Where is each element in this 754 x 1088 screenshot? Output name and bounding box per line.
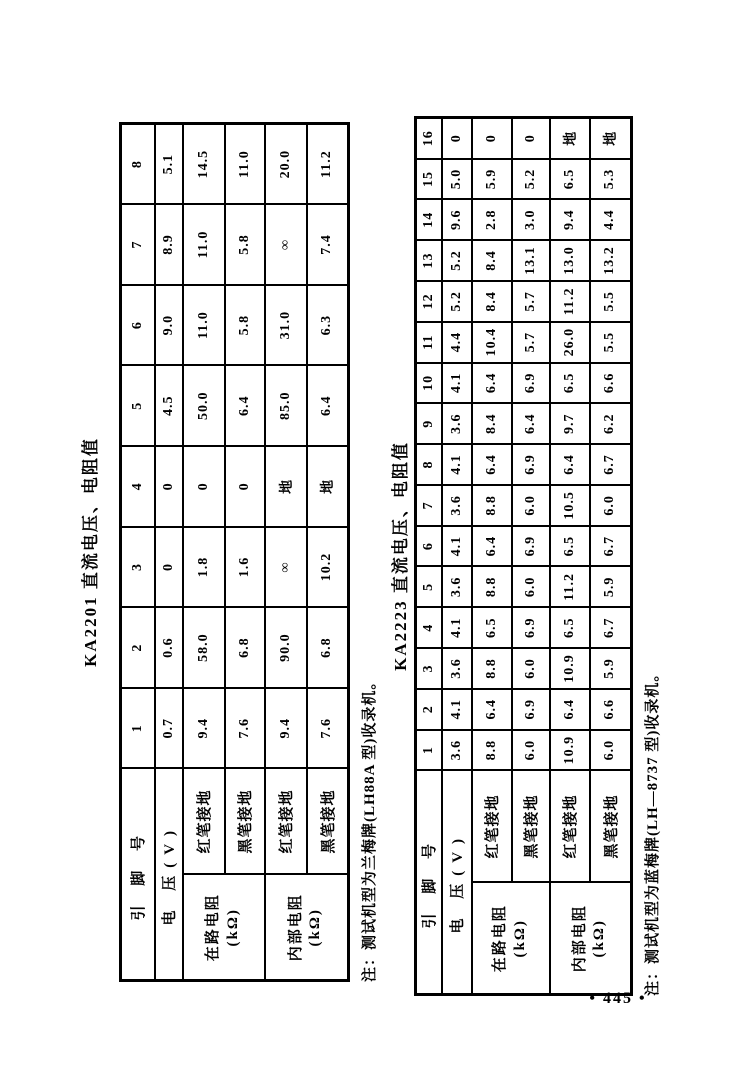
resistance-cell: 5.3 [590, 159, 632, 200]
pin-number-cell: 12 [416, 281, 442, 322]
pin-number-cell: 8 [121, 124, 155, 205]
resistance-cell: 6.4 [472, 689, 512, 730]
voltage-cell: 9.6 [442, 199, 472, 240]
resistance-cell: 6.4 [512, 403, 550, 444]
resistance-cell: 9.7 [550, 403, 590, 444]
pin-number-cell: 16 [416, 118, 442, 159]
black-pen-ground-header: 黑笔接地 [512, 770, 550, 882]
black-pen-ground-header: 黑笔接地 [307, 768, 349, 874]
table-row-internal-black [590, 118, 632, 995]
resistance-cell: 6.5 [472, 607, 512, 648]
voltage-cell: 3.6 [442, 648, 472, 689]
red-pen-ground-header: 红笔接地 [265, 768, 307, 874]
voltage-cell: 5.1 [155, 124, 183, 205]
resistance-cell: 5.8 [225, 204, 265, 285]
resistance-cell: 6.9 [512, 607, 550, 648]
resistance-cell: 地 [265, 446, 307, 527]
resistance-cell: 地 [307, 446, 349, 527]
pin-number-cell: 6 [121, 285, 155, 366]
resistance-cell: 6.5 [550, 526, 590, 567]
resistance-cell: 7.4 [307, 204, 349, 285]
incircuit-unit: (kΩ) [224, 908, 241, 947]
resistance-cell: 11.0 [183, 204, 225, 285]
resistance-cell: 11.0 [225, 124, 265, 205]
resistance-cell: 地 [590, 118, 632, 159]
voltage-cell: 0 [442, 118, 472, 159]
resistance-cell: 6.0 [512, 567, 550, 608]
resistance-cell: 11.2 [550, 281, 590, 322]
internal-unit: (kΩ) [591, 919, 608, 958]
resistance-cell: 14.5 [183, 124, 225, 205]
resistance-cell: 8.8 [472, 485, 512, 526]
resistance-cell: 6.0 [590, 730, 632, 771]
resistance-cell: 6.4 [472, 363, 512, 404]
resistance-cell: 8.8 [472, 730, 512, 771]
table-row-voltage [155, 124, 183, 981]
resistance-cell: ∞ [265, 204, 307, 285]
table-title-ka2223: KA2223 直流电压、电阻值 [391, 441, 410, 671]
internal-label: 内部电阻 [287, 893, 304, 962]
voltage-cell: 0.7 [155, 688, 183, 769]
voltage-cell: 3.6 [442, 567, 472, 608]
pin-number-cell: 2 [416, 689, 442, 730]
voltage-cell: 4.4 [442, 322, 472, 363]
pin-number-cell: 3 [416, 648, 442, 689]
resistance-cell: 6.8 [225, 607, 265, 688]
voltage-row-header: 电 压(V) [155, 768, 183, 980]
ka2201-table [119, 122, 350, 982]
resistance-cell: 2.8 [472, 199, 512, 240]
resistance-cell: 8.8 [472, 567, 512, 608]
black-pen-ground-header: 黑笔接地 [590, 770, 632, 882]
resistance-cell: 5.9 [590, 567, 632, 608]
resistance-cell: 6.4 [550, 444, 590, 485]
resistance-cell: 9.4 [265, 688, 307, 769]
resistance-cell: 5.9 [472, 159, 512, 200]
voltage-row-header: 电 压(V) [442, 770, 472, 994]
resistance-cell: 0 [512, 118, 550, 159]
table-row-pin-numbers [416, 118, 442, 995]
pin-number-cell: 7 [416, 485, 442, 526]
pin-number-cell: 4 [416, 607, 442, 648]
resistance-cell: 5.9 [590, 648, 632, 689]
table-note-ka2223: 注：测试机型为蓝梅牌(LH—8737 型)收录机。 [645, 665, 661, 996]
resistance-cell: 6.0 [512, 648, 550, 689]
page-number: • 445 • [589, 990, 647, 1007]
voltage-cell: 4.1 [442, 526, 472, 567]
resistance-cell: 6.6 [590, 363, 632, 404]
resistance-cell: 10.5 [550, 485, 590, 526]
pin-number-cell: 1 [121, 688, 155, 769]
resistance-cell: 13.1 [512, 240, 550, 281]
resistance-cell: 8.4 [472, 240, 512, 281]
table-row-pin-numbers [121, 124, 155, 981]
resistance-cell: 5.7 [512, 322, 550, 363]
resistance-cell: 5.2 [512, 159, 550, 200]
internal-label: 内部电阻 [571, 904, 588, 973]
incircuit-group-header [183, 875, 265, 981]
resistance-cell: 6.8 [307, 607, 349, 688]
resistance-cell: 6.6 [590, 689, 632, 730]
table-title-ka2201: KA2201 直流电压、电阻值 [81, 437, 100, 667]
ka2223-table [414, 116, 633, 996]
resistance-cell: 5.5 [590, 281, 632, 322]
resistance-cell: 10.9 [550, 730, 590, 771]
resistance-cell: 20.0 [265, 124, 307, 205]
resistance-cell: 6.7 [590, 607, 632, 648]
resistance-cell: 6.5 [550, 159, 590, 200]
voltage-cell: 5.0 [442, 159, 472, 200]
voltage-cell: 9.0 [155, 285, 183, 366]
internal-group-header [550, 883, 632, 995]
resistance-cell: 0 [225, 446, 265, 527]
resistance-cell: 13.2 [590, 240, 632, 281]
voltage-cell: 4.1 [442, 363, 472, 404]
incircuit-unit: (kΩ) [511, 919, 528, 958]
resistance-cell: 7.6 [225, 688, 265, 769]
resistance-cell: 地 [550, 118, 590, 159]
resistance-cell: 1.6 [225, 527, 265, 608]
pin-number-cell: 1 [416, 730, 442, 771]
resistance-cell: 9.4 [183, 688, 225, 769]
pin-number-cell: 9 [416, 403, 442, 444]
voltage-cell: 0 [155, 527, 183, 608]
table-block-ka2223 [388, 116, 682, 996]
resistance-cell: 10.4 [472, 322, 512, 363]
resistance-cell: 6.4 [472, 444, 512, 485]
table-row-internal-red [265, 124, 307, 981]
resistance-cell: 4.4 [590, 199, 632, 240]
resistance-cell: 26.0 [550, 322, 590, 363]
resistance-cell: 6.7 [590, 526, 632, 567]
resistance-cell: 5.5 [590, 322, 632, 363]
resistance-cell: 58.0 [183, 607, 225, 688]
resistance-cell: ∞ [265, 527, 307, 608]
resistance-cell: 6.4 [472, 526, 512, 567]
pin-number-cell: 14 [416, 199, 442, 240]
pin-number-cell: 3 [121, 527, 155, 608]
voltage-cell: 5.2 [442, 240, 472, 281]
voltage-cell: 4.1 [442, 689, 472, 730]
resistance-cell: 1.8 [183, 527, 225, 608]
incircuit-group-header [472, 883, 550, 995]
resistance-cell: 6.3 [307, 285, 349, 366]
resistance-cell: 50.0 [183, 365, 225, 446]
resistance-cell: 0 [183, 446, 225, 527]
table-note-ka2201: 注：测试机型为兰梅牌(LH88A 型)收录机。 [362, 673, 378, 982]
pin-number-cell: 8 [416, 444, 442, 485]
resistance-cell: 6.7 [590, 444, 632, 485]
resistance-cell: 10.2 [307, 527, 349, 608]
pin-number-cell: 2 [121, 607, 155, 688]
pin-number-cell: 10 [416, 363, 442, 404]
voltage-cell: 0.6 [155, 607, 183, 688]
black-pen-ground-header: 黑笔接地 [225, 768, 265, 874]
resistance-cell: 10.9 [550, 648, 590, 689]
table-row-voltage [442, 118, 472, 995]
voltage-cell: 3.6 [442, 730, 472, 771]
resistance-cell: 6.4 [225, 365, 265, 446]
resistance-cell: 11.2 [550, 567, 590, 608]
resistance-cell: 6.9 [512, 526, 550, 567]
voltage-cell: 8.9 [155, 204, 183, 285]
resistance-cell: 90.0 [265, 607, 307, 688]
resistance-cell: 6.9 [512, 444, 550, 485]
resistance-cell: 6.5 [550, 363, 590, 404]
table-row-incircuit-black [225, 124, 265, 981]
incircuit-label: 在路电阻 [205, 893, 221, 962]
resistance-cell: 5.7 [512, 281, 550, 322]
pin-number-cell: 7 [121, 204, 155, 285]
resistance-cell: 6.2 [590, 403, 632, 444]
resistance-cell: 6.9 [512, 363, 550, 404]
resistance-cell: 6.4 [307, 365, 349, 446]
resistance-cell: 13.0 [550, 240, 590, 281]
resistance-cell: 6.0 [590, 485, 632, 526]
red-pen-ground-header: 红笔接地 [183, 768, 225, 874]
voltage-cell: 0 [155, 446, 183, 527]
resistance-cell: 11.2 [307, 124, 349, 205]
resistance-cell: 6.0 [512, 485, 550, 526]
table-row-incircuit-red [472, 118, 512, 995]
red-pen-ground-header: 红笔接地 [472, 770, 512, 882]
resistance-cell: 8.8 [472, 648, 512, 689]
pin-number-cell: 5 [121, 365, 155, 446]
resistance-cell: 6.0 [512, 730, 550, 771]
table-row-incircuit-black [512, 118, 550, 995]
internal-group-header [265, 875, 349, 981]
resistance-cell: 9.4 [550, 199, 590, 240]
pin-number-cell: 13 [416, 240, 442, 281]
table-row-internal-black [307, 124, 349, 981]
pin-number-cell: 5 [416, 567, 442, 608]
resistance-cell: 3.0 [512, 199, 550, 240]
voltage-cell: 5.2 [442, 281, 472, 322]
table-row-internal-red [550, 118, 590, 995]
voltage-cell: 3.6 [442, 403, 472, 444]
pin-number-cell: 6 [416, 526, 442, 567]
voltage-cell: 4.5 [155, 365, 183, 446]
resistance-cell: 6.9 [512, 689, 550, 730]
pin-row-header: 引 脚 号 [121, 768, 155, 980]
voltage-cell: 4.1 [442, 607, 472, 648]
resistance-cell: 31.0 [265, 285, 307, 366]
voltage-cell: 3.6 [442, 485, 472, 526]
internal-unit: (kΩ) [307, 908, 324, 947]
pin-number-cell: 4 [121, 446, 155, 527]
pin-number-cell: 15 [416, 159, 442, 200]
pin-row-header: 引 脚 号 [416, 770, 442, 994]
pin-number-cell: 11 [416, 322, 442, 363]
resistance-cell: 85.0 [265, 365, 307, 446]
resistance-cell: 8.4 [472, 403, 512, 444]
table-block-ka2201 [78, 122, 396, 982]
resistance-cell: 11.0 [183, 285, 225, 366]
resistance-cell: 7.6 [307, 688, 349, 769]
resistance-cell: 6.4 [550, 689, 590, 730]
table-row-incircuit-red [183, 124, 225, 981]
resistance-cell: 5.8 [225, 285, 265, 366]
resistance-cell: 0 [472, 118, 512, 159]
voltage-cell: 4.1 [442, 444, 472, 485]
resistance-cell: 6.5 [550, 607, 590, 648]
incircuit-label: 在路电阻 [492, 904, 508, 973]
red-pen-ground-header: 红笔接地 [550, 770, 590, 882]
resistance-cell: 8.4 [472, 281, 512, 322]
